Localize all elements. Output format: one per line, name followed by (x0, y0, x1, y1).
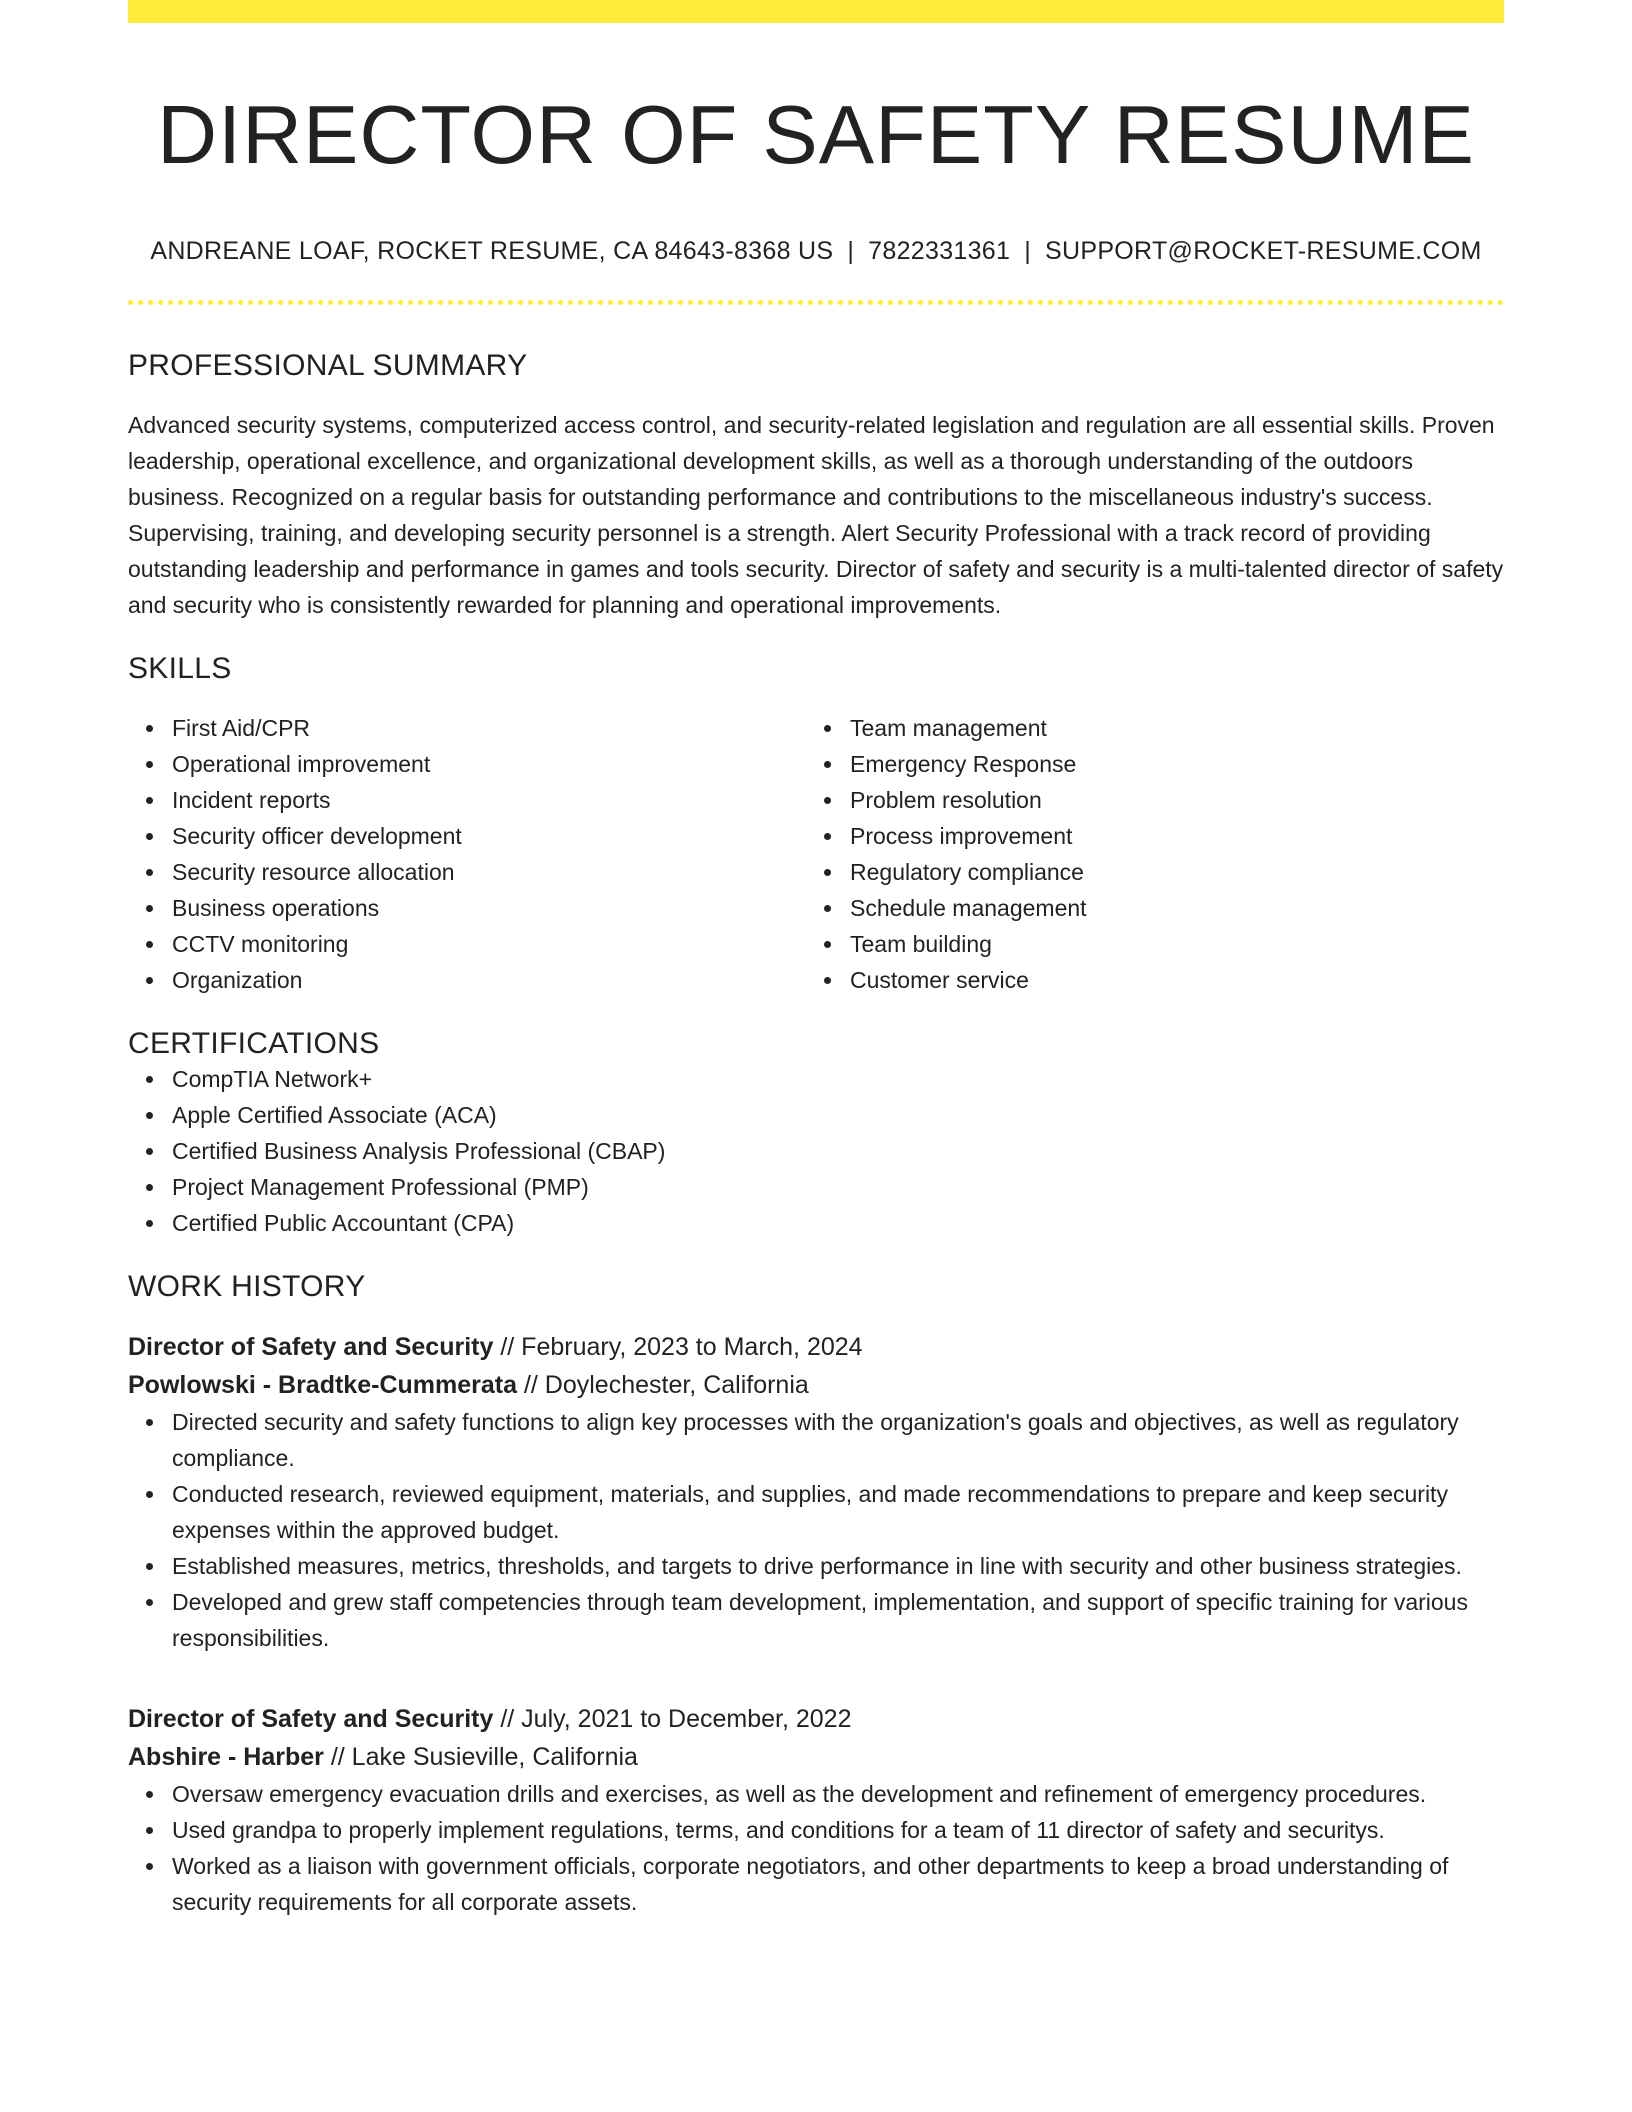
skill-item: Business operations (172, 890, 806, 926)
skill-item: First Aid/CPR (172, 710, 806, 746)
job-bullet: Developed and grew staff competencies through team development, implementation, and support of specific training for various responsibilities. (172, 1584, 1504, 1656)
skills-left-column (128, 710, 806, 998)
certification-item: Certified Business Analysis Professional (CBAP) (172, 1133, 1504, 1169)
job-bullet: Used grandpa to properly implement regulations, terms, and conditions for a team of 11 director of safety and securitys. (172, 1812, 1504, 1848)
skill-item: Incident reports (172, 782, 806, 818)
accent-bar (128, 0, 1504, 23)
job-company: Powlowski - Bradtke-Cummerata (128, 1370, 517, 1399)
certifications-heading: CERTIFICATIONS (128, 1026, 380, 1060)
skills-grid (128, 710, 1504, 998)
contact-separator: | (1024, 236, 1032, 265)
skill-item: Security officer development (172, 818, 806, 854)
skill-item: Regulatory compliance (850, 854, 1484, 890)
skill-item: Security resource allocation (172, 854, 806, 890)
skill-item: Emergency Response (850, 746, 1484, 782)
contact-line (128, 237, 1504, 266)
skills-heading: SKILLS (128, 651, 232, 685)
skill-item: Customer service (850, 962, 1484, 998)
resume-page (128, 0, 1504, 1920)
job-location: // Lake Susieville, California (323, 1742, 638, 1771)
certification-item: Project Management Professional (PMP) (172, 1169, 1504, 1205)
job-title-line (128, 1700, 1504, 1738)
skill-item: Process improvement (850, 818, 1484, 854)
job-company-line (128, 1366, 1504, 1404)
job-bullet: Established measures, metrics, thresholds, and targets to drive performance in line with security and other business strategies. (172, 1548, 1504, 1584)
certification-item: Certified Public Accountant (CPA) (172, 1205, 1504, 1241)
job-title: Director of Safety and Security (128, 1704, 494, 1733)
contact-separator: | (847, 236, 855, 265)
job-entry (128, 1328, 1504, 1656)
job-location: // Doylechester, California (517, 1370, 809, 1399)
job-bullets (128, 1776, 1504, 1920)
header-divider (128, 300, 1504, 305)
job-dates: // July, 2021 to December, 2022 (493, 1704, 852, 1733)
job-dates: // February, 2023 to March, 2024 (493, 1332, 863, 1361)
skill-item: Team management (850, 710, 1484, 746)
job-bullet: Conducted research, reviewed equipment, materials, and supplies, and made recommendations to prepare and keep security expenses within the approved budget. (172, 1476, 1504, 1548)
job-title: Director of Safety and Security (128, 1332, 494, 1361)
job-entry (128, 1700, 1504, 1920)
work-history-heading: WORK HISTORY (128, 1269, 366, 1303)
skills-right-column (806, 710, 1484, 998)
certification-item: Apple Certified Associate (ACA) (172, 1097, 1504, 1133)
job-bullet: Directed security and safety functions to align key processes with the organization's goals and objectives, as well as regulatory compliance. (172, 1404, 1504, 1476)
page-title: DIRECTOR OF SAFETY RESUME (157, 88, 1475, 181)
skill-item: Schedule management (850, 890, 1484, 926)
job-bullets (128, 1404, 1504, 1656)
skill-item: CCTV monitoring (172, 926, 806, 962)
contact-phone: 7822331361 (868, 236, 1011, 265)
skill-item: Organization (172, 962, 806, 998)
contact-address: ANDREANE LOAF, ROCKET RESUME, CA 84643-8368 US (150, 236, 834, 265)
certifications-list (128, 1061, 1504, 1241)
contact-email: SUPPORT@ROCKET-RESUME.COM (1045, 236, 1482, 265)
skill-item: Problem resolution (850, 782, 1484, 818)
summary-text: Advanced security systems, computerized access control, and security-related legislation and regulation are all essential skills. Proven leadership, operational excellence, and organizational development skills, as well as a thorough understanding of the outdoors business. Recognized on a regular basis for outstanding performance and contributions to the miscellaneous industry's success. Supervising, training, and developing security personnel is a strength. Alert Security Professional with a track record of providing outstanding leadership and performance in games and tools security. Director of safety and security is a multi-talented director of safety and security who is consistently rewarded for planning and operational improvements. (128, 411, 1504, 618)
job-company: Abshire - Harber (128, 1742, 324, 1771)
job-bullet: Oversaw emergency evacuation drills and exercises, as well as the development and refinement of emergency procedures. (172, 1776, 1504, 1812)
certification-item: CompTIA Network+ (172, 1061, 1504, 1097)
summary-heading: PROFESSIONAL SUMMARY (128, 348, 528, 382)
skill-item: Team building (850, 926, 1484, 962)
skill-item: Operational improvement (172, 746, 806, 782)
job-title-line (128, 1328, 1504, 1366)
job-bullet: Worked as a liaison with government officials, corporate negotiators, and other departments to keep a broad understanding of security requirements for all corporate assets. (172, 1848, 1504, 1920)
job-company-line (128, 1738, 1504, 1776)
